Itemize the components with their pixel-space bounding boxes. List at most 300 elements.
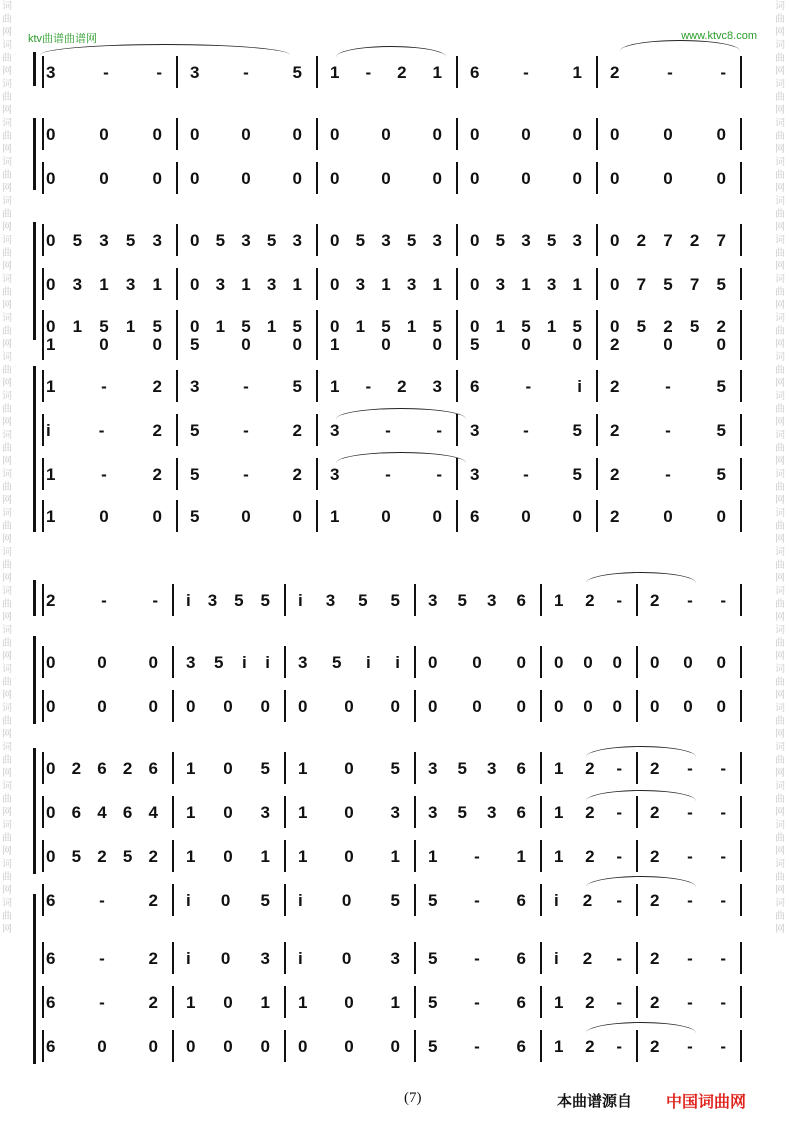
barline-segment xyxy=(456,500,458,532)
note: 0 xyxy=(148,697,158,716)
barline-segment xyxy=(284,690,286,722)
barline-segment xyxy=(596,500,598,532)
note: 3 xyxy=(330,465,340,484)
barline-segment xyxy=(42,414,44,446)
measure xyxy=(186,586,276,616)
measure xyxy=(186,754,276,784)
note: - xyxy=(687,949,693,968)
barline-segment xyxy=(316,162,318,194)
note: 2 xyxy=(582,891,593,910)
measure xyxy=(330,164,448,194)
measure xyxy=(298,692,406,722)
barline-segment xyxy=(740,500,742,532)
barline-segment xyxy=(284,1030,286,1062)
barline-segment xyxy=(540,646,542,678)
note: 0 xyxy=(46,169,56,188)
note: 0 xyxy=(650,653,660,672)
note: 0 xyxy=(341,891,352,910)
note: - xyxy=(665,421,671,440)
barline-segment xyxy=(176,224,178,256)
barline-segment xyxy=(42,646,44,678)
note: 1 xyxy=(406,317,417,336)
barline-segment xyxy=(42,162,44,194)
note: 3 xyxy=(325,591,336,610)
measure xyxy=(428,648,532,678)
measure xyxy=(650,842,732,872)
measure xyxy=(650,692,732,722)
note: 1 xyxy=(260,847,270,866)
note: - xyxy=(99,993,105,1012)
barline-segment xyxy=(284,840,286,872)
note: 5 xyxy=(572,465,582,484)
note: - xyxy=(616,949,622,968)
measure xyxy=(186,988,276,1018)
note: 0 xyxy=(610,231,620,250)
barline-segment xyxy=(414,796,416,828)
note: 0 xyxy=(241,507,251,526)
measure xyxy=(190,372,308,402)
note: 3 xyxy=(470,465,480,484)
note: 0 xyxy=(152,169,162,188)
measure xyxy=(186,842,276,872)
side-watermark-left: 词曲网词曲网词曲网词曲网词曲网词曲网词曲网词曲网词曲网词曲网词曲网词曲网词曲网词曲网词曲网词曲网词曲网词曲网词曲网词曲网词曲网词曲网词曲网词曲网 xyxy=(2,1,12,935)
barline-segment xyxy=(42,986,44,1018)
barline-segment xyxy=(414,690,416,722)
note: 3 xyxy=(152,231,162,250)
note: 0 xyxy=(99,507,109,526)
note: 0 xyxy=(241,125,251,144)
barline-segment xyxy=(596,268,598,300)
note: 2 xyxy=(650,803,660,822)
note: 3 xyxy=(186,653,196,672)
note: - xyxy=(365,63,372,82)
note: 0 xyxy=(260,1037,270,1056)
barline-segment xyxy=(636,690,638,722)
measure xyxy=(190,330,308,360)
note: 0 xyxy=(97,653,107,672)
note: 0 xyxy=(46,697,56,716)
measure xyxy=(470,270,588,300)
barline-segment xyxy=(740,370,742,402)
note: 5 xyxy=(457,591,467,610)
slur xyxy=(586,572,696,583)
barline-segment xyxy=(42,328,44,360)
note: 1 xyxy=(46,335,56,354)
note: 0 xyxy=(344,1037,354,1056)
note: 5 xyxy=(390,591,400,610)
note: 5 xyxy=(432,317,442,336)
measure xyxy=(428,798,532,828)
note: 5 xyxy=(716,465,726,484)
note: - xyxy=(687,803,693,822)
note: 0 xyxy=(46,653,56,672)
note: - xyxy=(720,1037,726,1056)
note: 0 xyxy=(610,275,620,294)
note: - xyxy=(687,759,693,778)
note: 2 xyxy=(152,465,162,484)
note: 2 xyxy=(585,847,595,866)
note: 0 xyxy=(190,231,200,250)
measure xyxy=(186,798,276,828)
note: 3 xyxy=(215,275,226,294)
barline-segment xyxy=(42,796,44,828)
barline-segment xyxy=(172,584,174,616)
barline-segment xyxy=(540,1030,542,1062)
measure xyxy=(428,944,532,974)
note: - xyxy=(665,465,671,484)
barline-segment xyxy=(316,268,318,300)
note: 0 xyxy=(663,169,673,188)
barline-segment xyxy=(636,646,638,678)
note: 0 xyxy=(521,169,531,188)
slur xyxy=(336,408,466,419)
barline-segment xyxy=(42,370,44,402)
note: - xyxy=(385,465,391,484)
note: 0 xyxy=(390,1037,400,1056)
note: - xyxy=(243,465,249,484)
barline-segment xyxy=(596,118,598,150)
note: - xyxy=(720,847,726,866)
barline-segment xyxy=(456,328,458,360)
note: i xyxy=(554,891,559,910)
note: i xyxy=(298,591,303,610)
note: 3 xyxy=(190,377,200,396)
measure xyxy=(46,648,164,678)
barline-segment xyxy=(740,690,742,722)
note: 1 xyxy=(292,275,302,294)
note: - xyxy=(103,63,109,82)
note: 6 xyxy=(46,1037,56,1056)
barline-segment xyxy=(172,752,174,784)
note: 0 xyxy=(46,317,56,336)
note: 5 xyxy=(152,317,162,336)
measure xyxy=(46,798,164,828)
note: - xyxy=(687,591,693,610)
note: 0 xyxy=(223,759,233,778)
note: 5 xyxy=(406,231,417,250)
note: 2 xyxy=(292,465,302,484)
measure xyxy=(46,372,168,402)
note: 0 xyxy=(330,231,340,250)
measure xyxy=(610,330,732,360)
note: 2 xyxy=(148,949,158,968)
barline-segment xyxy=(740,328,742,360)
note: 3 xyxy=(406,275,417,294)
note: 0 xyxy=(344,803,354,822)
measure xyxy=(186,1032,276,1062)
note: 2 xyxy=(650,1037,660,1056)
note: 0 xyxy=(716,697,726,716)
note: 1 xyxy=(330,377,340,396)
note: 5 xyxy=(636,317,647,336)
barline-segment xyxy=(414,986,416,1018)
note: 5 xyxy=(572,421,582,440)
note: 1 xyxy=(495,317,506,336)
slur xyxy=(586,876,696,887)
note: - xyxy=(616,591,622,610)
note: 2 xyxy=(148,993,158,1012)
measure xyxy=(330,270,448,300)
note: 0 xyxy=(292,335,302,354)
note: 0 xyxy=(152,507,162,526)
note: 1 xyxy=(186,847,196,866)
note: 1 xyxy=(330,507,340,526)
note: 0 xyxy=(292,125,302,144)
note: 5 xyxy=(292,377,302,396)
note: 2 xyxy=(122,759,133,778)
note: 0 xyxy=(344,697,354,716)
barline-segment xyxy=(176,56,178,88)
barline-segment xyxy=(176,414,178,446)
note: - xyxy=(243,63,249,82)
barline-segment xyxy=(284,884,286,916)
note: 0 xyxy=(220,891,231,910)
note: 6 xyxy=(516,1037,526,1056)
note: 1 xyxy=(516,847,526,866)
note: 1 xyxy=(554,591,564,610)
barline-segment xyxy=(740,884,742,916)
slur xyxy=(586,790,696,801)
barline-segment xyxy=(414,584,416,616)
note: 7 xyxy=(636,275,647,294)
note: - xyxy=(101,465,107,484)
barline-segment xyxy=(596,162,598,194)
measure xyxy=(428,988,532,1018)
note: 2 xyxy=(585,993,595,1012)
note: 0 xyxy=(99,125,109,144)
measure xyxy=(46,754,164,784)
measure xyxy=(554,798,628,828)
measure xyxy=(330,58,448,88)
note: 0 xyxy=(572,169,582,188)
note: 3 xyxy=(266,275,277,294)
note: 6 xyxy=(516,803,526,822)
note: 0 xyxy=(428,697,438,716)
measure xyxy=(470,460,588,490)
note: 0 xyxy=(223,697,233,716)
note: 1 xyxy=(298,847,308,866)
note: 0 xyxy=(344,847,354,866)
staff-brace xyxy=(33,894,40,1064)
note: 5 xyxy=(716,275,726,294)
note: 3 xyxy=(487,591,497,610)
barline-segment xyxy=(42,752,44,784)
measure xyxy=(610,226,732,256)
note: 5 xyxy=(457,759,467,778)
barline-segment xyxy=(740,840,742,872)
note: 1 xyxy=(554,759,564,778)
note: 5 xyxy=(234,591,244,610)
note: 0 xyxy=(554,653,564,672)
note: 1 xyxy=(432,63,442,82)
barline-segment xyxy=(456,224,458,256)
note: - xyxy=(720,891,726,910)
note: 5 xyxy=(99,317,109,336)
staff-row xyxy=(32,164,744,194)
note: 5 xyxy=(572,317,582,336)
note: 6 xyxy=(516,759,526,778)
note: - xyxy=(720,803,726,822)
note: 1 xyxy=(266,317,277,336)
barline-segment xyxy=(540,584,542,616)
watermark-left: ktv曲谱曲谱网 xyxy=(28,33,98,45)
note: 0 xyxy=(99,169,109,188)
note: 1 xyxy=(298,803,308,822)
note: 0 xyxy=(220,949,231,968)
measure xyxy=(470,416,588,446)
note: 1 xyxy=(186,993,196,1012)
note: 5 xyxy=(241,317,251,336)
note: - xyxy=(720,591,726,610)
note: 5 xyxy=(495,231,506,250)
note: 5 xyxy=(190,465,200,484)
barline-segment xyxy=(414,752,416,784)
note: 1 xyxy=(241,275,251,294)
note: - xyxy=(687,993,693,1012)
note: 3 xyxy=(330,421,340,440)
barline-segment xyxy=(596,414,598,446)
measure xyxy=(650,754,732,784)
barline-segment xyxy=(316,118,318,150)
note: 0 xyxy=(381,169,391,188)
barline-segment xyxy=(176,162,178,194)
note: 0 xyxy=(381,125,391,144)
note: 6 xyxy=(516,591,526,610)
barline-segment xyxy=(42,840,44,872)
note: 0 xyxy=(223,993,233,1012)
barline-segment xyxy=(596,370,598,402)
note: i xyxy=(298,891,303,910)
note: 0 xyxy=(470,169,480,188)
note: 1 xyxy=(390,993,400,1012)
note: - xyxy=(665,377,671,396)
note: 2 xyxy=(152,377,162,396)
note: 1 xyxy=(390,847,400,866)
note: 0 xyxy=(46,847,56,866)
slur xyxy=(336,46,446,57)
note: 7 xyxy=(689,275,700,294)
barline-segment xyxy=(740,224,742,256)
note: 5 xyxy=(428,949,438,968)
measure xyxy=(428,1032,532,1062)
note: 1 xyxy=(99,275,109,294)
note: 0 xyxy=(716,125,726,144)
barline-segment xyxy=(414,942,416,974)
note: - xyxy=(616,1037,622,1056)
measure xyxy=(470,226,588,256)
note: 3 xyxy=(46,63,56,82)
note: 0 xyxy=(298,697,308,716)
note: 1 xyxy=(186,803,196,822)
measure xyxy=(46,944,164,974)
note: - xyxy=(474,993,480,1012)
note: 2 xyxy=(71,759,82,778)
measure xyxy=(46,120,168,150)
measure xyxy=(46,226,168,256)
barline-segment xyxy=(540,796,542,828)
note: 5 xyxy=(716,421,726,440)
note: 3 xyxy=(390,803,400,822)
note: 0 xyxy=(683,697,693,716)
barline-segment xyxy=(42,690,44,722)
note: i xyxy=(186,591,191,610)
note: 0 xyxy=(381,335,391,354)
barline-segment xyxy=(636,584,638,616)
barline-segment xyxy=(636,986,638,1018)
barline-segment xyxy=(740,752,742,784)
measure xyxy=(298,944,406,974)
barline-segment xyxy=(176,328,178,360)
note: 0 xyxy=(428,653,438,672)
note: 0 xyxy=(521,335,531,354)
note: 3 xyxy=(432,377,442,396)
barline-segment xyxy=(456,370,458,402)
note: 0 xyxy=(46,803,56,822)
note: 3 xyxy=(487,803,497,822)
note: 0 xyxy=(716,169,726,188)
note: - xyxy=(101,591,107,610)
note: 2 xyxy=(397,377,407,396)
staff-row xyxy=(32,270,744,300)
note: 0 xyxy=(381,507,391,526)
note: - xyxy=(156,63,162,82)
note: i xyxy=(554,949,559,968)
measure xyxy=(470,164,588,194)
note: 3 xyxy=(572,231,582,250)
barline-segment xyxy=(456,56,458,88)
barline-segment xyxy=(42,118,44,150)
note: 0 xyxy=(292,169,302,188)
barline-segment xyxy=(596,458,598,490)
note: 0 xyxy=(241,335,251,354)
note: 2 xyxy=(97,847,107,866)
note: 6 xyxy=(71,803,82,822)
staff-brace xyxy=(33,366,40,532)
measure xyxy=(428,754,532,784)
measure xyxy=(298,1032,406,1062)
measure xyxy=(190,164,308,194)
barline-segment xyxy=(316,370,318,402)
note: - xyxy=(436,421,442,440)
note: 0 xyxy=(432,125,442,144)
barline-segment xyxy=(740,986,742,1018)
note: 3 xyxy=(390,949,400,968)
note: 0 xyxy=(472,653,482,672)
side-watermark-right: 词曲网词曲网词曲网词曲网词曲网词曲网词曲网词曲网词曲网词曲网词曲网词曲网词曲网词曲网词曲网词曲网词曲网词曲网词曲网词曲网词曲网词曲网词曲网词曲网 xyxy=(775,1,785,935)
slur xyxy=(586,1022,696,1033)
note: - xyxy=(687,1037,693,1056)
barline-segment xyxy=(42,584,44,616)
measure xyxy=(650,798,732,828)
note: 2 xyxy=(148,847,158,866)
note: 5 xyxy=(292,63,302,82)
note: - xyxy=(474,891,480,910)
note: 0 xyxy=(572,125,582,144)
note: 5 xyxy=(428,1037,438,1056)
measure xyxy=(190,226,308,256)
note: 0 xyxy=(521,507,531,526)
note: 5 xyxy=(215,231,226,250)
note: i xyxy=(577,377,582,396)
note: 2 xyxy=(610,377,620,396)
note: 1 xyxy=(215,317,226,336)
note: 0 xyxy=(610,125,620,144)
note: 0 xyxy=(186,697,196,716)
barline-segment xyxy=(636,884,638,916)
barline-segment xyxy=(42,500,44,532)
note: 1 xyxy=(432,275,442,294)
measure xyxy=(610,372,732,402)
